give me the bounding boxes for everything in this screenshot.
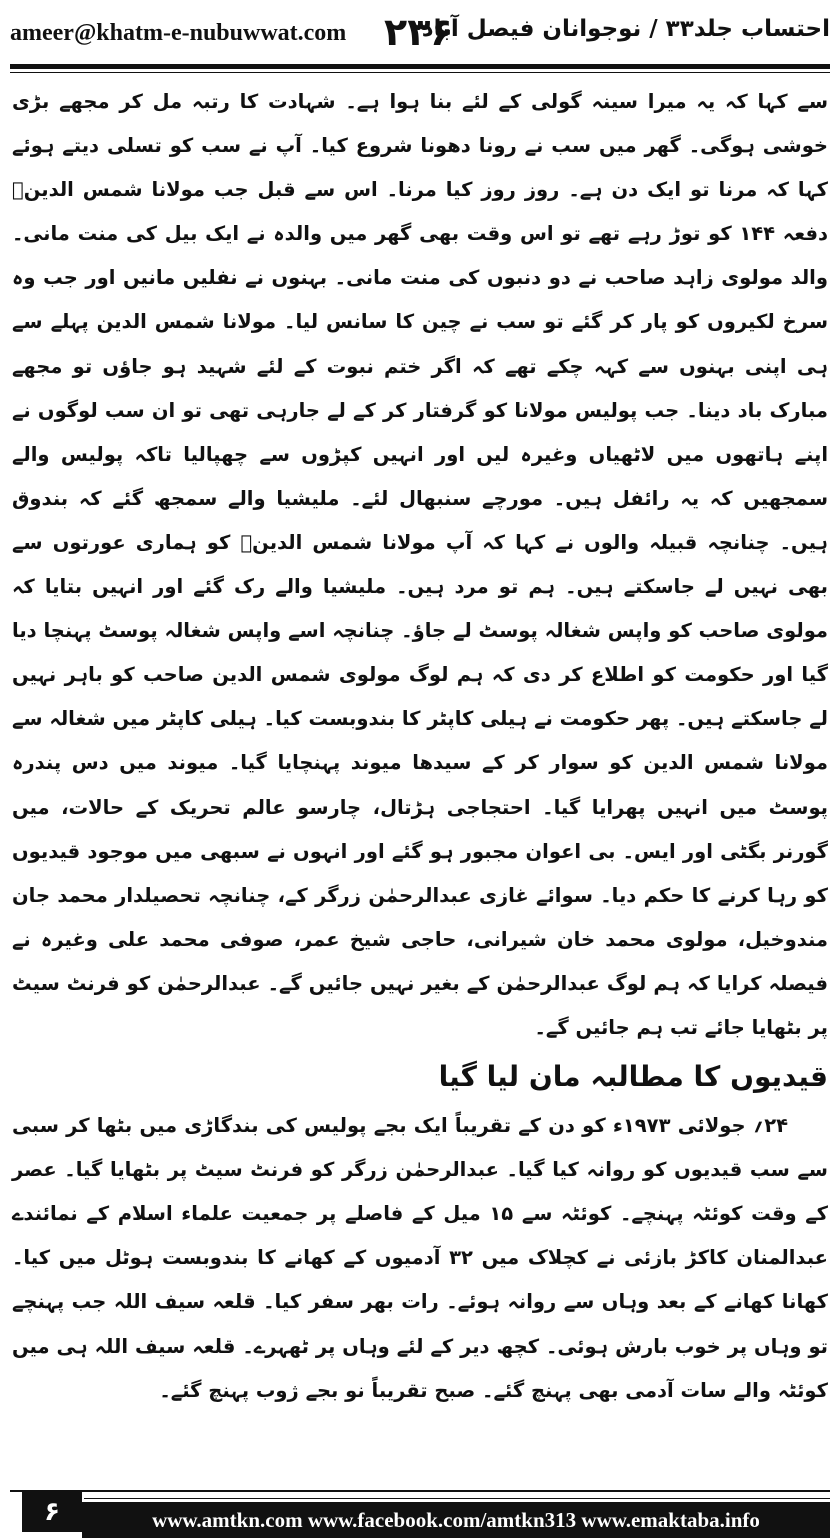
body-paragraph-2: ۲۴؍ جولائی ۱۹۷۳ء کو دن کے تقریباً ایک بجے پولیس کی بندگاڑی میں بٹھا کر سبی سے سب قیدیوں کو روانہ کیا گیا۔ عبدالرحمٰن زرگر کو فرنٹ سیٹ پر بٹھایا گیا۔ عصر کے وقت کوئٹہ پہنچے۔ کوئٹہ سے ۱۵ میل کے فاصلے پر جمعیت علماء اسلام کے نمائندے عبدالمنان کاکڑ بازئی نے کچلاک میں ۳۲ آدمیوں کے کھانے کا بندوبست ہوٹل میں کیا۔ کھانا کھانے کے بعد وہاں سے روانہ ہوئے۔ رات بھر سفر کیا۔ قلعہ سیف اللہ جب پہنچے تو وہاں پر خوب بارش ہوئی۔ کچھ دیر کے لئے وہاں پر ٹھہرے۔ قلعہ سیف اللہ ہی میں کوئٹہ والے سات آدمی بھی پہنچ گئے۔ صبح تقریباً نو بجے ژوب پہنچ گئے۔ xyxy=(12,1114,829,1402)
page-header xyxy=(10,6,830,64)
header-book-title: احتساب جلد۳۳ / نوجوانان فیصل آباد xyxy=(421,16,830,42)
footer-rule xyxy=(10,1490,830,1492)
footer-page-number: ۶ xyxy=(22,1492,82,1532)
body-paragraph-1: سے کہا کہ یہ میرا سینہ گولی کے لئے بنا ہوا ہے۔ شہادت کا رتبہ مل کر مجھے بڑی خوشی ہوگی۔ گھر میں سب نے رونا دھونا شروع کیا۔ آپ نے سب کو تسلی دیتے ہوئے کہا کہ مرنا تو ایک دن ہے۔ روز روز کیا مرنا۔ اس سے قبل جب مولانا شمس الدینؒ دفعہ ۱۴۴ کو توڑ رہے تھے تو اس وقت بھی گھر میں والدہ نے ایک بیل کی منت مانی۔ والد مولوی زاہد صاحب نے دو دنبوں کی منت مانی۔ بہنوں نے نفلیں مانیں اور جب وہ سرخ لکیروں کو پار کر گئے تو سب نے چین کا سانس لیا۔ مولانا شمس الدین پہلے سے ہی اپنی بہنوں سے کہہ چکے تھے کہ اگر ختم نبوت کے لئے شہید ہو جاؤں تو مجھے مبارک باد دینا۔ جب پولیس مولانا کو گرفتار کر کے لے جارہی تھی تو ان سب لوگوں نے اپنے ہاتھوں میں لاٹھیاں وغیرہ لیں اور انہیں کپڑوں سے چھپالیا تاکہ پولیس والے سمجھیں کہ یہ رائفل ہیں۔ مورچے سنبھال لئے۔ ملیشیا والے سمجھ گئے کہ بندوق ہیں۔ چنانچہ قبیلہ والوں نے کہا کہ آپ مولانا شمس الدینؒ کو ہماری عورتوں سے بھی نہیں لے جاسکتے ہیں۔ ہم تو مرد ہیں۔ ملیشیا والے رک گئے اور انہیں بتایا کہ مولوی صاحب کو واپس شغالہ پوسٹ لے جاؤ۔ چنانچہ اسے واپس شغالہ پوسٹ پہنچا دیا گیا اور حکومت کو اطلاع کر دی کہ ہم لوگ مولوی شمس الدین صاحب کو باہر نہیں لے جاسکتے ہیں۔ پھر حکومت نے ہیلی کاپٹر کا بندوبست کیا۔ ہیلی کاپٹر میں شغالہ سے مولانا شمس الدین کو سوار کر کے سیدھا میوند پہنچایا گیا۔ میوند میں دس پندرہ پوسٹ میں انہیں پھرایا گیا۔ احتجاجی ہڑتال، چارسو عالم تحریک کے حالات، میں گورنر بگٹی اور ایس۔ بی اعوان مجبور ہو گئے اور انہوں نے سبھی میں موجود قیدیوں کو رہا کرنے کا حکم دیا۔ سوائے غازی عبدالرحمٰن زرگر کے، چنانچہ تحصیلدار محمد جان مندوخیل، مولوی محمد خان شیرانی، حاجی شیخ عمر، صوفی محمد علی وغیرہ نے فیصلہ کرایا کہ ہم لوگ عبدالرحمٰن کے بغیر نہیں جائیں گے۔ عبدالرحمٰن کو فرنٹ سیٹ پر بٹھایا جائے تب ہم جائیں گے۔ xyxy=(12,90,829,1039)
footer-website-links: www.amtkn.com www.facebook.com/amtkn313 www.emaktaba.info xyxy=(82,1502,830,1538)
page-body xyxy=(12,80,828,1413)
header-page-number: ۲۳۶ xyxy=(384,10,454,54)
header-thin-rule xyxy=(10,72,830,73)
section-heading: قیدیوں کا مطالبہ مان لیا گیا xyxy=(438,1060,828,1094)
footer-thin-rule xyxy=(84,1498,830,1499)
header-thick-rule xyxy=(10,64,830,69)
header-email: ameer@khatm-e-nubuwwat.com xyxy=(10,20,347,46)
